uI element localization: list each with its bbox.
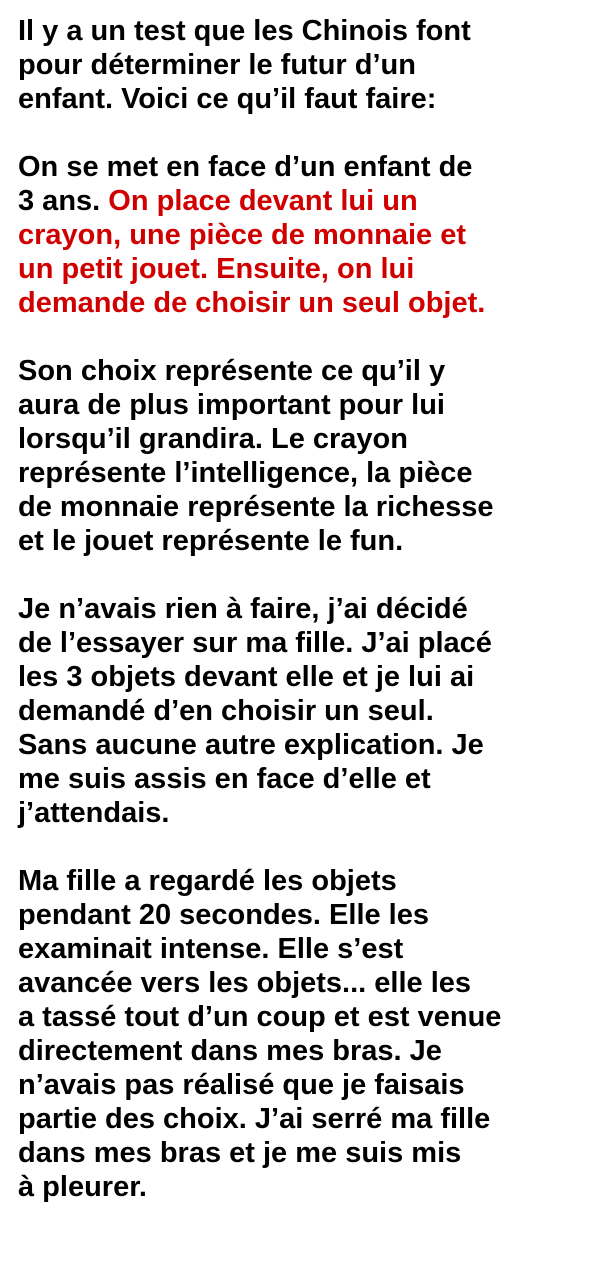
paragraph-intro: Il y a un test que les Chinois font pour déterminer le futur d’un enfant. Voici ce qu’il faut faire: (18, 15, 471, 115)
paragraph-meaning: Son choix représente ce qu’il y aura de plus important pour lui lorsqu’il grandira. Le crayon représente l’intelligence, la pièce de monnaie représente la richesse et le jouet représente le fun. (18, 355, 494, 557)
story-text (18, 14, 598, 1204)
paragraph-test-setup (18, 150, 598, 320)
paragraph-test-setup-lead: On se met en face d’un enfant de 3 ans. (18, 151, 473, 217)
highlighted-instructions: On place devant lui un crayon, une pièce de monnaie et un petit jouet. Ensuite, on lui demande de choisir un seul objet. (18, 185, 486, 319)
paragraph-outcome: Ma fille a regardé les objets pendant 20 secondes. Elle les examinait intense. Elle s’est avancée vers les objets... elle les a tassé tout d’un coup et est venue directement dans mes bras. Je n’avais pas réalisé que je faisais partie des choix. J’ai serré ma fille dans mes bras et je me suis mis à pleurer. (18, 865, 502, 1203)
paragraph-experiment: Je n’avais rien à faire, j’ai décidé de l’essayer sur ma fille. J’ai placé les 3 objets devant elle et je lui ai demandé d’en choisir un seul. Sans aucune autre explication. Je me suis assis en face d’elle et j’attendais. (18, 593, 492, 829)
